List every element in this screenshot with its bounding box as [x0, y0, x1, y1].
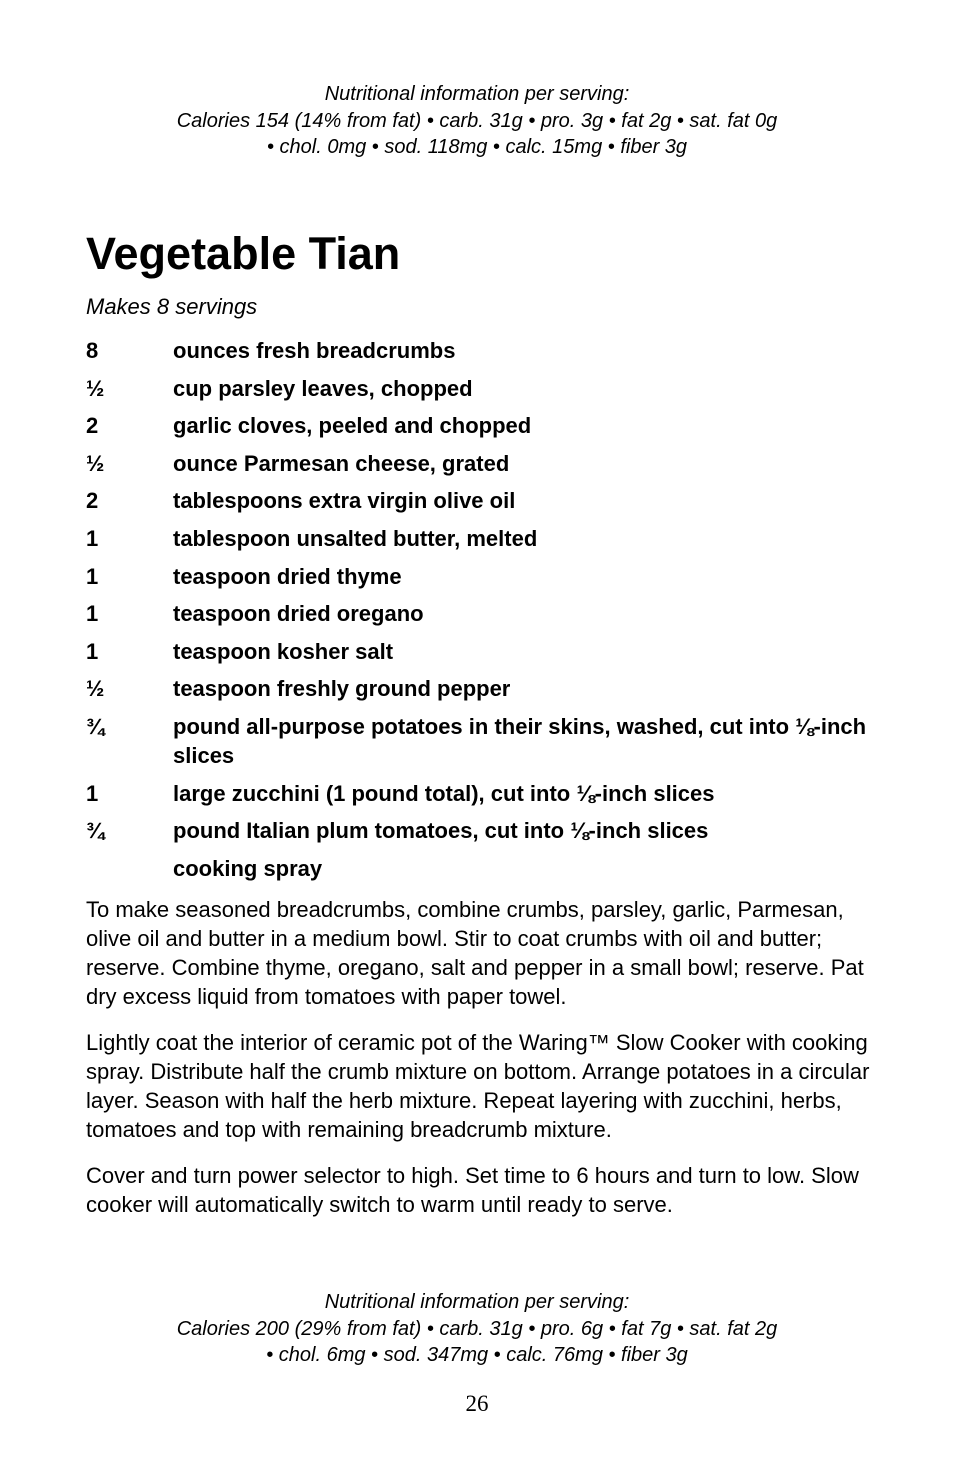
ingredient-quantity: 2 [86, 488, 99, 514]
direction-paragraph: Lightly coat the interior of ceramic pot of the Waring™ Slow Cooker with cooking spray. Distribute half the crumb mixture on bottom. Arrange potatoes in a circular layer. Season with half the herb mixture. Repeat layering with zucchini, herbs, tomatoes and top with remaining breadcrumb mixture. [86, 1030, 870, 1142]
ingredient-quantity: 1 [86, 601, 99, 627]
ingredient-description: tablespoons extra virgin olive oil [173, 488, 516, 514]
ingredient-item [86, 562, 876, 591]
ingredient-description: teaspoon freshly ground pepper [173, 676, 511, 702]
nutrition-line: Calories 154 (14% from fat) • carb. 31g • pro. 3g • fat 2g • sat. fat 0g [176, 109, 778, 132]
ingredient-list [86, 336, 876, 891]
ingredient-quantity: ½ [86, 676, 105, 702]
ingredient-item [86, 637, 876, 666]
ingredient-description: ounces fresh breadcrumbs [173, 338, 456, 363]
ingredient-item [86, 712, 876, 770]
nutrition-info-previous [0, 81, 954, 161]
ingredient-description: tablespoon unsalted butter, melted [173, 525, 538, 551]
ingredient-quantity: 1 [86, 525, 99, 551]
ingredient-item [86, 816, 876, 845]
ingredient-quantity: ¾ [86, 818, 105, 844]
ingredient-quantity: 1 [86, 638, 99, 664]
ingredient-quantity: 1 [86, 780, 99, 806]
ingredient-description: cup parsley leaves, chopped [173, 375, 473, 401]
ingredient-item [86, 524, 876, 553]
ingredient-quantity: 1 [86, 563, 99, 589]
ingredient-description: ounce Parmesan cheese, grated [173, 450, 510, 476]
ingredient-item [86, 486, 876, 515]
direction-paragraph: To make seasoned breadcrumbs, combine crumbs, parsley, garlic, Parmesan, olive oil and butter in a medium bowl. Stir to coat crumbs with oil and butter; reserve. Combine thyme, oregano, salt and pepper in a small bowl; reserve. Pat dry excess liquid from tomatoes with paper towel. [86, 897, 864, 1009]
ingredient-item [86, 411, 876, 440]
ingredient-quantity: ½ [86, 450, 105, 476]
nutrition-line: • chol. 6mg • sod. 347mg • calc. 76mg • fiber 3g [266, 1344, 688, 1366]
nutrition-heading: Nutritional information per serving: [324, 83, 630, 105]
direction-paragraph: Cover and turn power selector to high. Set time to 6 hours and turn to low. Slow cooker will automatically switch to warm until ready to serve. [86, 1163, 859, 1217]
ingredient-item [86, 779, 876, 808]
recipe-title: Vegetable Tian [86, 228, 401, 279]
ingredient-item [86, 599, 876, 628]
ingredient-description: teaspoon kosher salt [173, 638, 394, 664]
nutrition-line: • chol. 0mg • sod. 118mg • calc. 15mg • fiber 3g [266, 136, 688, 158]
ingredient-quantity: ½ [86, 375, 105, 401]
ingredient-item [86, 336, 876, 365]
ingredient-quantity: 8 [86, 338, 99, 363]
ingredient-description: pound all-purpose potatoes in their skins, washed, cut into ⅛-inch slices [173, 713, 867, 768]
ingredient-item [86, 674, 876, 703]
ingredient-description: garlic cloves, peeled and chopped [173, 413, 532, 439]
nutrition-info [0, 1289, 954, 1369]
ingredient-description: teaspoon dried oregano [173, 601, 424, 627]
recipe-yield: Makes 8 servings [86, 294, 258, 319]
recipe-directions [86, 895, 881, 1236]
ingredient-description: teaspoon dried thyme [173, 563, 402, 589]
ingredient-item [86, 854, 876, 883]
ingredient-quantity: ¾ [86, 713, 105, 739]
ingredient-description: cooking spray [173, 855, 323, 881]
ingredient-description: pound Italian plum tomatoes, cut into ⅛-inch slices [173, 818, 709, 844]
ingredient-item [86, 374, 876, 403]
ingredient-quantity [86, 854, 173, 883]
nutrition-heading: Nutritional information per serving: [324, 1291, 630, 1313]
ingredient-description: large zucchini (1 pound total), cut into ⅛-inch slices [173, 780, 715, 806]
nutrition-line: Calories 200 (29% from fat) • carb. 31g • pro. 6g • fat 7g • sat. fat 2g [176, 1317, 778, 1340]
ingredient-item [86, 449, 876, 478]
page-number: 26 [465, 1391, 489, 1416]
ingredient-quantity: 2 [86, 413, 99, 439]
